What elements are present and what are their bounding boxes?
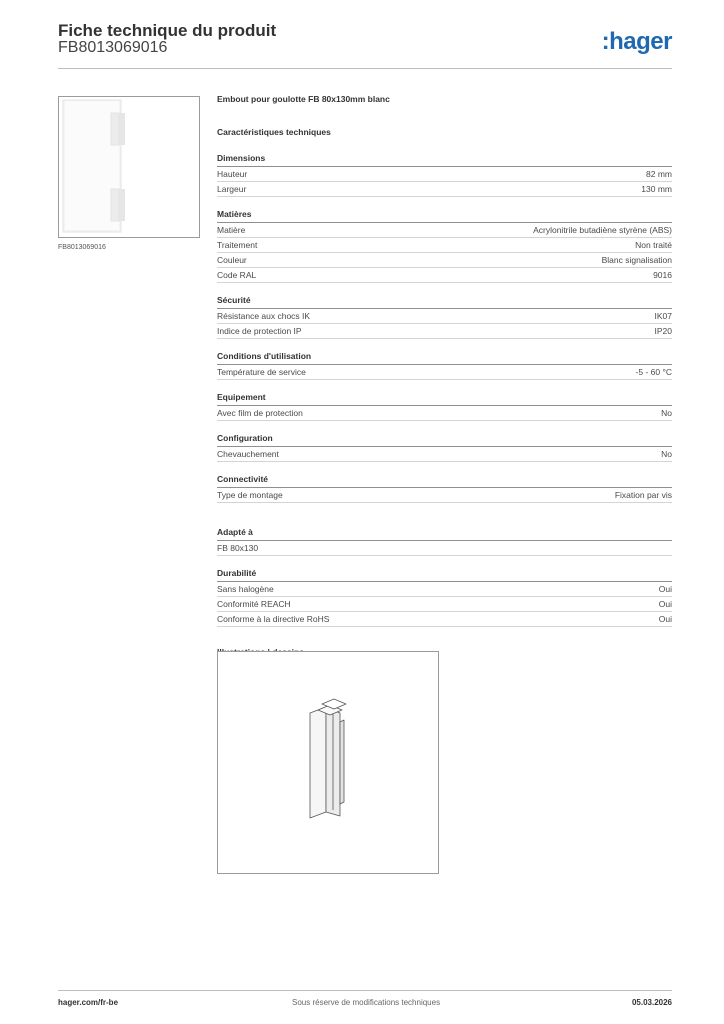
footer-divider (58, 990, 672, 991)
spec-value: -5 - 60 °C (635, 367, 672, 377)
section-title: Dimensions (217, 153, 672, 167)
product-thumbnail-image (59, 97, 199, 237)
header-divider (58, 68, 672, 69)
section-equipment (217, 392, 672, 421)
specifications-panel (217, 94, 672, 659)
spec-value: 130 mm (641, 184, 672, 194)
spec-value: 82 mm (646, 169, 672, 179)
spec-label: Température de service (217, 367, 306, 377)
spec-label: Conformité REACH (217, 599, 291, 609)
section-compatible (217, 527, 672, 556)
section-materials (217, 209, 672, 283)
section-title: Equipement (217, 392, 672, 406)
spec-label: Code RAL (217, 270, 257, 280)
spec-label: Chevauchement (217, 449, 279, 459)
specifications-title: Caractéristiques techniques (217, 127, 331, 137)
spec-row (217, 488, 672, 503)
hager-logo[interactable]: :hager (601, 28, 672, 55)
spec-label: Résistance aux chocs IK (217, 311, 311, 321)
spec-value: Oui (658, 599, 672, 609)
spec-label: Matière (217, 225, 246, 235)
spec-row (217, 238, 672, 253)
footer-date: 05.03.2026 (631, 998, 672, 1007)
spec-row (217, 182, 672, 197)
spec-value: IK07 (654, 311, 672, 321)
illustration-box (217, 651, 439, 874)
spec-value: Blanc signalisation (601, 255, 672, 265)
spec-row (217, 612, 672, 627)
spec-label: Couleur (217, 255, 247, 265)
thumbnail-caption: FB8013069016 (58, 244, 106, 251)
spec-row (217, 582, 672, 597)
section-title: Configuration (217, 433, 672, 447)
footer-disclaimer: Sous réserve de modifications techniques (292, 998, 441, 1007)
spec-value: Oui (658, 614, 672, 624)
spec-value: IP20 (654, 326, 672, 336)
spec-label: Sans halogène (217, 584, 274, 594)
section-title: Sécurité (217, 295, 672, 309)
spec-row (217, 447, 672, 462)
section-title: Conditions d'utilisation (217, 351, 672, 365)
section-conditions (217, 351, 672, 380)
spec-value: No (661, 449, 672, 459)
spec-row (217, 223, 672, 238)
page-title: Fiche technique du produit (58, 21, 277, 40)
spec-value: No (661, 408, 672, 418)
spec-row (217, 324, 672, 339)
spec-row (217, 167, 672, 182)
product-drawing (218, 652, 438, 873)
spec-value: Acrylonitrile butadiène styrène (ABS) (533, 225, 672, 235)
spec-value: Non traité (635, 240, 672, 250)
footer-website-link[interactable]: hager.com/fr-be (58, 998, 119, 1007)
section-title: Matières (217, 209, 672, 223)
section-connectivity (217, 474, 672, 503)
section-title: Adapté à (217, 527, 672, 541)
product-thumbnail (58, 96, 200, 238)
section-sustainability (217, 568, 672, 627)
spec-label: Avec film de protection (217, 408, 303, 418)
spec-row (217, 268, 672, 283)
spec-value: Oui (658, 584, 672, 594)
spec-row (217, 253, 672, 268)
spec-row (217, 406, 672, 421)
spec-row (217, 365, 672, 380)
spec-row (217, 541, 672, 556)
spec-label: Hauteur (217, 169, 248, 179)
product-reference: FB8013069016 (58, 39, 168, 56)
spec-label: Type de montage (217, 490, 283, 500)
section-title: Durabilité (217, 568, 672, 582)
spec-label: FB 80x130 (217, 543, 259, 553)
section-title: Connectivité (217, 474, 672, 488)
spec-label: Indice de protection IP (217, 326, 302, 336)
spec-value: Fixation par vis (614, 490, 672, 500)
spec-row (217, 309, 672, 324)
spec-row (217, 597, 672, 612)
spec-value: 9016 (653, 270, 672, 280)
section-configuration (217, 433, 672, 462)
section-dimensions (217, 153, 672, 197)
product-name: Embout pour goulotte FB 80x130mm blanc (217, 94, 390, 104)
spec-label: Largeur (217, 184, 247, 194)
spec-label: Traitement (217, 240, 258, 250)
spec-label: Conforme à la directive RoHS (217, 614, 330, 624)
section-safety (217, 295, 672, 339)
